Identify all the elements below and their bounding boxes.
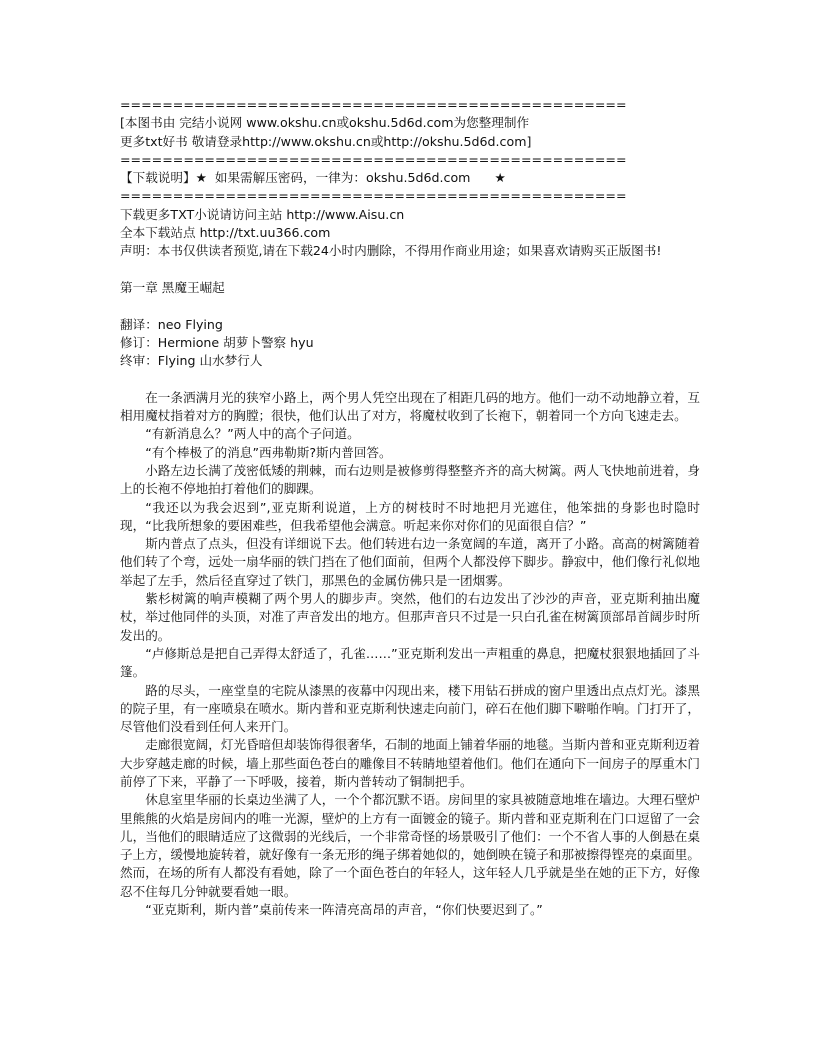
- body-paragraph: “亚克斯利，斯内普”桌前传来一阵清亮高昂的声音，“你们快要迟到了。”: [145, 902, 543, 918]
- body-paragraph: 紫杉树篱的响声模糊了两个男人的脚步声。突然，他们的右边发出了沙沙的声音，亚克斯利抽出魔杖，举过他同伴的头顶，对准了声音发出的地方。但那声音只不过是一只白孔雀在树篱顶部昂首阔步时所发出的。: [120, 591, 700, 643]
- disclaimer: 声明：本书仅供读者预览,请在下载24小时内删除，不得用作商业用途；如果喜欢请购买正版图书!: [120, 243, 662, 259]
- spacer: [120, 370, 700, 388]
- body-paragraph: 在一条洒满月光的狭窄小路上，两个男人凭空出现在了相距几码的地方。他们一动不动地静立着，互相用魔杖指着对方的胸膛；很快，他们认出了对方，将魔杖收到了长袍下，朝着同一个方向飞速走去。: [120, 389, 700, 424]
- separator-line: ================================================: [120, 151, 627, 167]
- credit-line: 更多txt好书 敬请登录http://www.okshu.cn或http://okshu.5d6d.com]: [120, 133, 532, 149]
- body-paragraph: “有新消息么？”两人中的高个子问道。: [145, 426, 360, 442]
- body-paragraph: “我还以为我会迟到”,亚克斯利说道，上方的树枝时不时地把月光遮住，他笨拙的身影也时隐时现，“比我所想象的要困难些，但我希望他会满意。听起来你对你们的见面很自信？”: [120, 499, 700, 533]
- credit-line: [本图书由 完结小说网 www.okshu.cn或okshu.5d6d.com为您整理制作: [120, 115, 530, 131]
- body-paragraph: 走廊很宽阔，灯光昏暗但却装饰得很奢华，石制的地面上铺着华丽的地毯。当斯内普和亚克斯利迈着大步穿越走廊的时候，墙上那些面色苍白的雕像目不转睛地望着他们。他们在通向下一间房子的厚重木门前停了下来，平静了一下呼吸，接着，斯内普转动了铜制把手。: [120, 737, 700, 789]
- spacer: [120, 297, 700, 315]
- more-txt-line: 下载更多TXT小说请访问主站 http://www.Aisu.cn: [120, 206, 405, 222]
- reviser-credit: 修订：Hermione 胡萝卜警察 hyu: [120, 334, 314, 350]
- document-page: [120, 96, 700, 919]
- separator-line: ================================================: [120, 97, 627, 112]
- chapter-title: 第一章 黑魔王崛起: [120, 279, 225, 295]
- body-paragraph: 斯内普点了点头，但没有详细说下去。他们转进右边一条宽阔的车道，离开了小路。高高的树篱随着他们转了个弯，远处一扇华丽的铁门挡在了他们面前，但两个人都没停下脚步。静寂中，他们像行礼似地举起了左手，然后径直穿过了铁门，那黑色的金属仿佛只是一团烟雾。: [120, 536, 700, 588]
- separator-line: ================================================: [120, 188, 627, 204]
- body-paragraph: “有个棒极了的消息”西弗勒斯?斯内普回答。: [145, 444, 392, 460]
- body-paragraph: 路的尽头，一座堂皇的宅院从漆黑的夜幕中闪现出来，楼下用钻石拼成的窗户里透出点点灯光。漆黑的院子里，有一座喷泉在喷水。斯内普和亚克斯利快速走向前门，碎石在他们脚下噼啪作响。门打开了，尽管他们没看到任何人来开门。: [120, 682, 700, 735]
- download-note: 【下载说明】★ 如果需解压密码，一律为：okshu.5d6d.com ★: [120, 170, 506, 186]
- full-site-line: 全本下载站点 http://txt.uu366.com: [120, 225, 331, 241]
- final-review-credit: 终审：Flying 山水梦行人: [120, 353, 263, 369]
- body-paragraph: 小路左边长满了茂密低矮的荆棘，而右边则是被修剪得整整齐齐的高大树篱。两人飞快地前进着，身上的长袍不停地拍打着他们的脚踝。: [120, 462, 700, 497]
- body-paragraph: “卢修斯总是把自己弄得太舒适了，孔雀……”亚克斯利发出一声粗重的鼻息，把魔杖狠狠地插回了斗篷。: [120, 645, 700, 680]
- body-paragraph: 休息室里华丽的长桌边坐满了人，一个个都沉默不语。房间里的家具被随意地堆在墙边。大理石壁炉里熊熊的火焰是房间内的唯一光源，壁炉的上方有一面镀金的镜子。斯内普和亚克斯利在门口逗留了一会儿，当他们的眼睛适应了这微弱的光线后，一个非常奇怪的场景吸引了他们：一个不省人事的人倒悬在桌子上方，缓慢地旋转着，就好像有一条无形的绳子绑着她似的，她倒映在镜子和那被擦得铿亮的桌面里。然而，在场的所有人都没有看她，除了一个面色苍白的年轻人，这年轻人几乎就是坐在她的正下方，好像忍不住每几分钟就要看她一眼。: [120, 792, 700, 899]
- translator-credit: 翻译：neo Flying: [120, 316, 223, 332]
- spacer: [120, 261, 700, 279]
